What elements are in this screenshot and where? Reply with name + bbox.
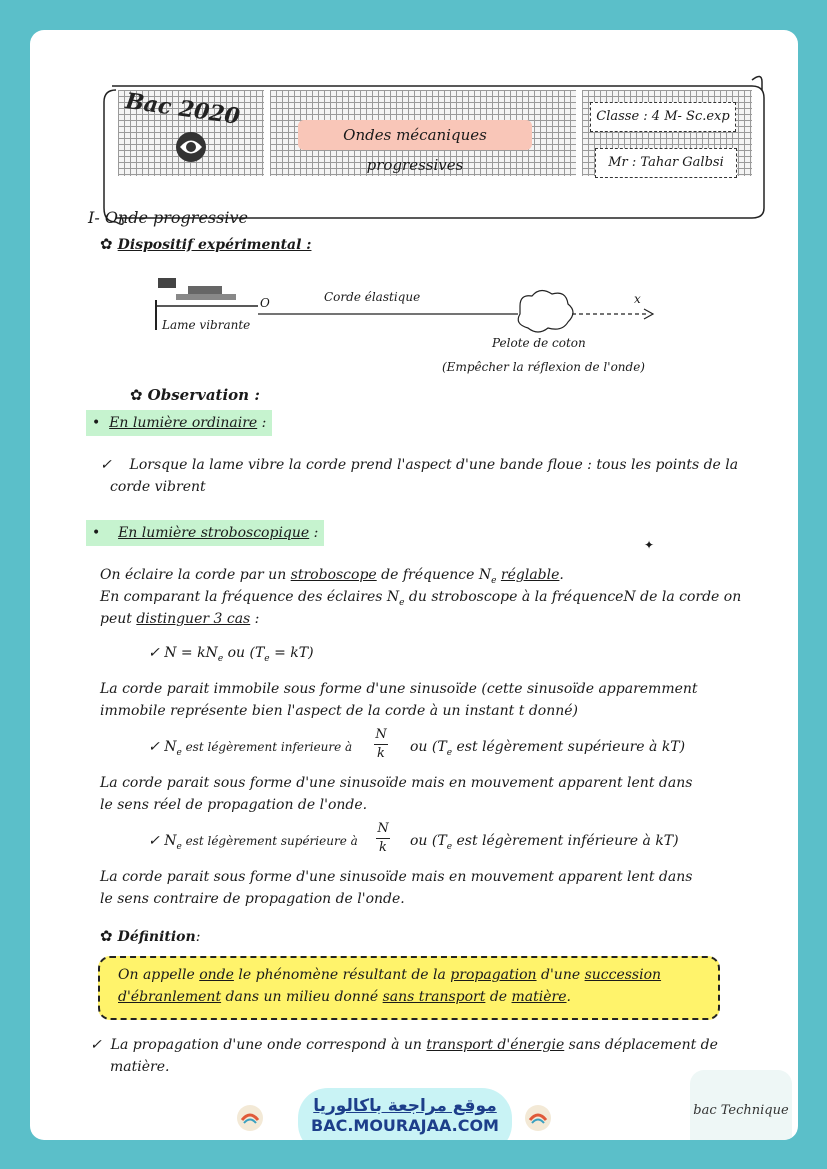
bac-technique-stamp: bac Technique [690,1070,792,1140]
definition-line1: On appelle onde le phénomène résultant de la propagation d'une succession [118,967,662,983]
case1-text1: La corde parait immobile sous forme d'une sinusoïde (cette sinusoïde apparemment [100,681,698,697]
observation-heading-row [130,384,260,406]
vibrator-top [158,278,176,288]
case1-text2: immobile représente bien l'aspect de la corde à un instant t donné) [100,703,578,719]
arabic-site-name: موقع مراجعة باكالوريا [313,1096,497,1116]
right-logo-icon [524,1104,552,1132]
vibrator-coil [188,286,222,294]
strobo-p1: On éclaire la corde par un stroboscope de fréquence $N_e$ réglable. [100,567,564,586]
check-icon: ✓ [90,1037,111,1053]
observation-heading: Observation : [147,386,260,404]
ordinaire-label: En lumière ordinaire [109,415,258,431]
case2-formula: ✓ $N_e$ est légèrement inferieure à [148,739,353,758]
case3-fraction: N k [377,821,389,855]
label-x: x [634,292,641,306]
cotton-ball [518,290,573,332]
check-icon: ✓ [148,645,165,661]
label-o: O [260,296,270,310]
definition-heading: Définition [117,929,196,945]
case3-formula: ✓ $N_e$ est légèrement supérieure à [148,833,358,852]
classe-box: Classe : 4 M- Sc.exp [590,102,736,132]
strobo-p2: En comparant la fréquence des éclaires $N_e$ du stroboscope à la fréquenceN de la corde on [100,589,742,608]
site-url-link[interactable]: BAC.MOURAJAA.COM [311,1116,499,1135]
case1-formula: ✓ $N = kN_e$ ou $(T_e = kT)$ [148,645,314,664]
logo-icon [174,130,208,164]
bullet-icon: • [92,415,110,431]
ordinaire-colon: : [257,415,267,431]
dispositif-heading: Dispositif expérimental : [117,237,312,253]
case2-period: ou ($T_e$ est légèrement supérieure à kT) [410,739,686,758]
case2-text2: le sens réel de propagation de l'onde. [100,797,368,813]
flower-icon: ✿ [130,386,143,404]
vibrator-blade [176,294,236,300]
label-lame: Lame vibrante [162,318,251,332]
ordinaire-line2: corde vibrent [110,479,206,495]
year-label: Bac 2020 [123,88,242,130]
flower-icon: ✿ [100,927,113,945]
case2-text1: La corde parait sous forme d'une sinusoïde mais en mouvement apparent lent dans [100,775,693,791]
page-title: Ondes mécaniques progressives [298,120,532,150]
case3-text2: le sens contraire de propagation de l'onde. [100,891,405,907]
case3-period: ou ($T_e$ est légèrement inférieure à kT) [410,833,679,852]
case2-fraction: N k [375,727,387,761]
site-banner[interactable] [298,1088,512,1140]
bullet-icon: • [92,525,119,541]
teacher-box: Mr : Tahar Galbsi [595,148,737,178]
label-reflexion: (Empêcher la réflexion de l'onde) [442,360,645,374]
conclusion-line1: ✓ La propagation d'une onde correspond à un transport d'énergie sans déplacement de [90,1037,718,1053]
check-icon: ✓ [100,457,130,473]
strobo-highlight [86,520,324,546]
definition-box [98,956,720,1020]
label-corde: Corde élastique [324,290,421,304]
label-pelote: Pelote de coton [492,336,586,350]
cursor-mark-icon: ✦ [644,538,655,552]
definition-line2: d'ébranlement dans un milieu donné sans transport de matière. [118,989,571,1005]
dispositif-heading-row [100,234,311,256]
check-icon: ✓ [148,739,165,755]
strobo-colon: : [309,525,319,541]
ordinaire-highlight [86,410,272,436]
check-icon: ✓ [148,833,165,849]
ordinaire-line1: ✓ Lorsque la lame vibre la corde prend l'aspect d'une bande floue : tous les points de la [100,457,739,473]
strobo-p3: peut distinguer 3 cas : [100,611,260,627]
document-page [30,30,798,1140]
left-logo-icon [236,1104,264,1132]
strobo-label: En lumière stroboscopique [118,525,310,541]
conclusion-line2: matière. [110,1059,170,1075]
case3-text1: La corde parait sous forme d'une sinusoïde mais en mouvement apparent lent dans [100,869,693,885]
definition-heading-row: ✿ Définition: [100,927,201,945]
section-title: I- Onde progressive [88,208,248,227]
flower-icon: ✿ [100,235,113,253]
